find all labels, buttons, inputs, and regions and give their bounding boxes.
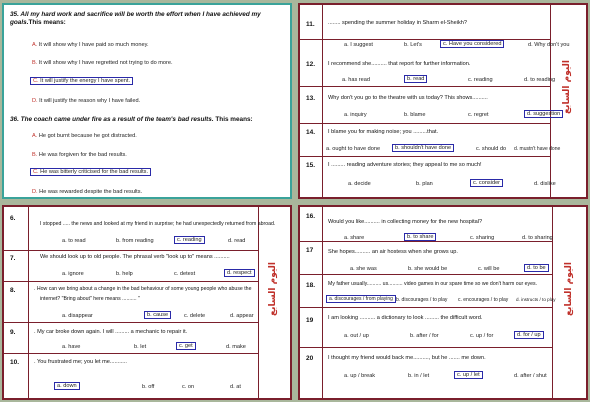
q20-number: 20 (306, 355, 314, 362)
q10-option-a-selected[interactable]: a. down (54, 382, 80, 390)
q15-number: 15. (306, 162, 316, 169)
q11-option-d[interactable]: d. Why don't you (528, 42, 570, 48)
q18-option-d[interactable]: d. instructs / to play (516, 297, 556, 302)
q9-number: 9. (10, 329, 16, 336)
q12-number: 12. (306, 61, 316, 68)
q18-stem: My father usually.......... us.......... video games in our spare time so we don't harm our eyes. (328, 281, 538, 287)
q11-stem: ........ spending the summer holiday in Sharm el-Sheikh? (328, 20, 467, 26)
q10-option-c[interactable]: c. on (182, 384, 195, 390)
q14-option-b-selected[interactable]: b. shouldn't have done (392, 144, 454, 152)
q11-option-a[interactable]: a. I suggest (344, 42, 373, 48)
q14-option-d[interactable]: d. mustn't have done (514, 146, 561, 152)
q15-option-b[interactable]: b. plan (416, 181, 433, 187)
q19-option-b[interactable]: b. after / for (410, 333, 439, 339)
q19-stem: I am looking .......... a dictionary to look ......... the difficult word. (328, 315, 483, 321)
q13-number: 13. (306, 95, 316, 102)
q10-stem: . You frustrated me; you let me........... (34, 359, 127, 365)
q9-option-b[interactable]: b. let (134, 344, 147, 350)
q18-option-a-selected[interactable]: a. discourages / from playing (326, 295, 396, 303)
q35-option-d[interactable]: D. It will justify the reason why I have failed. (32, 98, 141, 104)
q17-stem: She hopes.......... an air hostess when she grows up. (328, 249, 458, 255)
q20-option-a[interactable]: a. up / break (344, 373, 376, 379)
q7-stem: We should look up to old people. The phrasal verb "look up to" means .......... (40, 254, 230, 260)
q13-option-a[interactable]: a. inquiry (344, 112, 367, 118)
panel-questions-11-15 (298, 3, 588, 199)
q36-option-a[interactable]: A. He got burnt because he got distracted. (32, 133, 137, 139)
q19-option-c[interactable]: c. up / for (470, 333, 494, 339)
q35-option-a[interactable]: A. It will show why I have paid so much money. (32, 42, 149, 48)
q8-stem-line2: internet? "Bring about" here means .......... " (40, 296, 140, 302)
q14-option-c[interactable]: c. should do (476, 146, 507, 152)
q18-number: 18. (306, 282, 316, 289)
q18-option-c[interactable]: c. encourages / to play (458, 297, 509, 303)
q6-option-b[interactable]: b. from reading (116, 238, 154, 244)
side-watermark: اليوم السابع (564, 262, 574, 317)
q12-option-b-selected[interactable]: b. read (404, 75, 427, 83)
panel-questions-16-20 (298, 205, 588, 400)
q12-option-c[interactable]: c. reading (468, 77, 493, 83)
q16-option-b-selected[interactable]: b. to share (404, 233, 436, 241)
q8-option-d[interactable]: d. appear (230, 313, 254, 319)
q18-option-b[interactable]: b. discourages / to play (396, 297, 448, 303)
q12-option-d[interactable]: d. to reading (524, 77, 556, 83)
q13-stem: Why don't you go to the theatre with us today? This shows.......... (328, 95, 488, 101)
q6-option-d[interactable]: d. read (228, 238, 246, 244)
q17-number: 17 (306, 247, 314, 254)
q20-stem: I thought my friend would back me.........., but he ....... me down. (328, 355, 486, 361)
q17-option-b[interactable]: b. she would be (408, 266, 448, 272)
q16-number: 16. (306, 213, 316, 220)
q20-option-b[interactable]: b. in / let (408, 373, 430, 379)
question-36: 36. The coach came under fire as a result of the team's bad results. This means: (10, 116, 253, 123)
panel-questions-6-10 (2, 205, 292, 400)
q6-number: 6. (10, 215, 16, 222)
q19-option-d-selected[interactable]: d. for / up (514, 331, 544, 339)
q8-number: 8. (10, 287, 16, 294)
q9-stem: . My car broke down again. I will ......... a mechanic to repair it. (34, 329, 188, 335)
q10-number: 10. (10, 359, 20, 366)
q9-option-c-selected[interactable]: c. get (176, 342, 196, 350)
q9-option-d[interactable]: d. make (226, 344, 246, 350)
q9-option-a[interactable]: a. have (62, 344, 81, 350)
q11-option-b[interactable]: b. Let's (404, 42, 422, 48)
q8-option-a[interactable]: a. disappear (62, 313, 93, 319)
q35-option-c-selected[interactable]: C. It will justify the energy I have spent. (30, 77, 133, 85)
q17-option-d-selected[interactable]: d. to be (524, 264, 549, 272)
q16-option-a[interactable]: a. share (344, 235, 365, 241)
q17-option-a[interactable]: a. she was (350, 266, 377, 272)
q35-option-b[interactable]: B. It will show why I have regretted not trying to do more. (32, 60, 173, 66)
q12-stem: I recommend she.......... that report for further information. (328, 61, 471, 67)
q16-option-c[interactable]: c. sharing (470, 235, 495, 241)
q11-option-c-selected[interactable]: c. Have you considered (440, 40, 504, 48)
q7-option-b[interactable]: b. help (116, 271, 133, 277)
q12-option-a[interactable]: a. has read (342, 77, 370, 83)
q7-option-a[interactable]: a. ignore (62, 271, 84, 277)
panel-questions-35-36 (2, 3, 292, 199)
q16-option-d[interactable]: d. to sharing (522, 235, 553, 241)
q7-option-c[interactable]: c. detest (174, 271, 196, 277)
q14-option-a[interactable]: a. ought to have done (326, 146, 381, 152)
q10-option-b[interactable]: b. off (142, 384, 155, 390)
question-35: 35. All my hard work and sacrifice will be worth the effort when I have achieved my goals.This means: (10, 11, 261, 26)
q15-option-c-selected[interactable]: c. consider (470, 179, 503, 187)
q17-option-c[interactable]: c. will be (478, 266, 500, 272)
q6-option-a[interactable]: a. to read (62, 238, 86, 244)
q15-option-d[interactable]: d. dislike (534, 181, 556, 187)
q14-number: 14. (306, 129, 316, 136)
q6-stem: I stopped ..... the news and looked at my friend in surprise; he had unexpectedly returned from abroad. (40, 221, 276, 227)
q36-option-c-selected[interactable]: C. He was bitterly criticised for the bad results. (30, 168, 151, 176)
side-watermark: اليوم السابع (268, 262, 278, 317)
side-watermark: اليوم السابع (562, 60, 572, 115)
q19-option-a[interactable]: a. out / up (344, 333, 369, 339)
q20-option-c-selected[interactable]: c. up / let (454, 371, 483, 379)
q16-stem: Would you like.......... in collecting money for the new hospital? (328, 219, 483, 225)
q36-option-b[interactable]: B. He was forgiven for the bad results. (32, 152, 127, 158)
q11-number: 11. (306, 21, 315, 28)
q10-option-d[interactable]: d. at (230, 384, 241, 390)
q15-stem: I ......... reading adventure stories; they appeal to me so much! (328, 162, 482, 168)
q13-option-d-selected[interactable]: d. suggestion (524, 110, 563, 118)
q8-option-b-selected[interactable]: b. cause (144, 311, 171, 319)
q20-option-d[interactable]: d. after / shut (514, 373, 547, 379)
q8-stem-line1: . How can we bring about a change in the bad behaviour of some young people who abuse the (34, 286, 252, 292)
q19-number: 19 (306, 317, 314, 324)
q15-option-a[interactable]: a. decide (348, 181, 371, 187)
q7-number: 7. (10, 255, 16, 262)
q36-option-d[interactable]: D. He was rewarded despite the bad results. (32, 189, 143, 195)
q14-stem: I blame you for making noise; you .........that. (328, 129, 439, 135)
q7-option-d-selected[interactable]: d. respect (224, 269, 255, 277)
q6-option-c-selected[interactable]: c. reading (174, 236, 205, 244)
q13-option-c[interactable]: c. regret (468, 112, 489, 118)
q8-option-c[interactable]: c. delete (184, 313, 206, 319)
q13-option-b[interactable]: b. blame (404, 112, 426, 118)
